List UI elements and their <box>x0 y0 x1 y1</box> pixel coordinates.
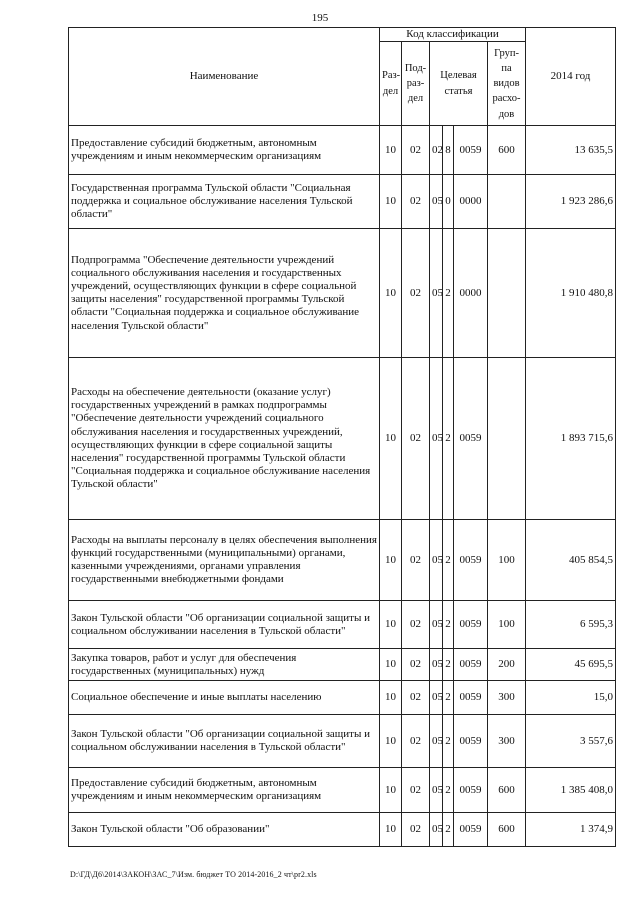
header-code-group: Код классификации <box>380 28 526 42</box>
header-name: Наименование <box>69 28 380 126</box>
row-target-1: 05 <box>430 715 443 768</box>
row-name: Закон Тульской области "Об организации социальной защиты и социальном обслуживании населения в Тульской области" <box>69 601 380 649</box>
row-target-1: 02 <box>430 126 443 175</box>
table-row <box>69 768 616 813</box>
table-row <box>69 175 616 229</box>
row-name: Подпрограмма "Обеспечение деятельности учреждений социального обслуживания населения и государственных учреждений, осуществляющих функции в сфере социальной защиты населения" государственной программы Тульской области "Социальная поддержка и социальное обслуживание населения Тульской области" <box>69 229 380 358</box>
row-target-1: 05 <box>430 358 443 520</box>
row-target-2: 2 <box>443 601 454 649</box>
table-row <box>69 649 616 681</box>
row-target-1: 05 <box>430 601 443 649</box>
row-podrazdel: 02 <box>402 520 430 601</box>
row-amount: 13 635,5 <box>526 126 616 175</box>
row-podrazdel: 02 <box>402 358 430 520</box>
row-razdel: 10 <box>380 649 402 681</box>
row-vid: 600 <box>488 768 526 813</box>
table-row <box>69 520 616 601</box>
row-amount: 1 374,9 <box>526 813 616 847</box>
row-target-3: 0059 <box>454 768 488 813</box>
row-target-1: 05 <box>430 175 443 229</box>
row-target-1: 05 <box>430 649 443 681</box>
row-target-1: 05 <box>430 768 443 813</box>
row-razdel: 10 <box>380 715 402 768</box>
row-amount: 6 595,3 <box>526 601 616 649</box>
row-target-1: 05 <box>430 229 443 358</box>
row-target-2: 2 <box>443 649 454 681</box>
row-vid: 100 <box>488 601 526 649</box>
row-target-3: 0000 <box>454 175 488 229</box>
table-header <box>69 28 616 126</box>
row-target-3: 0059 <box>454 601 488 649</box>
table-row <box>69 126 616 175</box>
row-name: Закон Тульской области "Об образовании" <box>69 813 380 847</box>
header-target: Целевая статья <box>430 42 488 126</box>
row-name: Предоставление субсидий бюджетным, автономным учреждениям и иным некоммерческим организациям <box>69 768 380 813</box>
row-podrazdel: 02 <box>402 813 430 847</box>
row-name: Предоставление субсидий бюджетным, автономным учреждениям и иным некоммерческим организациям <box>69 126 380 175</box>
row-name: Закупка товаров, работ и услуг для обеспечения государственных (муниципальных) нужд <box>69 649 380 681</box>
row-target-1: 05 <box>430 681 443 715</box>
row-target-2: 2 <box>443 715 454 768</box>
row-vid: 300 <box>488 681 526 715</box>
row-podrazdel: 02 <box>402 768 430 813</box>
row-target-3: 0059 <box>454 649 488 681</box>
row-vid: 600 <box>488 813 526 847</box>
header-vid: Груп-па видов расхо-дов <box>488 42 526 126</box>
row-vid <box>488 229 526 358</box>
table-row <box>69 681 616 715</box>
header-razdel: Раз-дел <box>380 42 402 126</box>
row-target-3: 0059 <box>454 813 488 847</box>
row-target-3: 0059 <box>454 126 488 175</box>
row-name: Социальное обеспечение и иные выплаты населению <box>69 681 380 715</box>
row-podrazdel: 02 <box>402 126 430 175</box>
row-razdel: 10 <box>380 681 402 715</box>
row-name: Государственная программа Тульской области "Социальная поддержка и социальное обслуживание населения Тульской области" <box>69 175 380 229</box>
table-row <box>69 715 616 768</box>
row-amount: 45 695,5 <box>526 649 616 681</box>
row-target-2: 2 <box>443 681 454 715</box>
header-year: 2014 год <box>526 28 616 126</box>
row-vid: 600 <box>488 126 526 175</box>
row-amount: 1 923 286,6 <box>526 175 616 229</box>
row-target-1: 05 <box>430 520 443 601</box>
row-amount: 1 910 480,8 <box>526 229 616 358</box>
row-amount: 405 854,5 <box>526 520 616 601</box>
row-vid: 200 <box>488 649 526 681</box>
row-razdel: 10 <box>380 126 402 175</box>
row-name: Расходы на обеспечение деятельности (оказание услуг) государственных учреждений в рамках подпрограммы "Обеспечение деятельности учреждений социального обслуживания населения и государственных учреждений, осуществляющих функции в сфере социальной защиты населения" государственной программы Тульской области "Социальная поддержка и социальное обслуживание населения Тульской области" <box>69 358 380 520</box>
row-target-2: 8 <box>443 126 454 175</box>
row-razdel: 10 <box>380 358 402 520</box>
row-podrazdel: 02 <box>402 681 430 715</box>
row-target-1: 05 <box>430 813 443 847</box>
table-row <box>69 813 616 847</box>
row-target-3: 0059 <box>454 520 488 601</box>
row-razdel: 10 <box>380 813 402 847</box>
row-razdel: 10 <box>380 768 402 813</box>
row-target-3: 0059 <box>454 681 488 715</box>
row-amount: 3 557,6 <box>526 715 616 768</box>
row-razdel: 10 <box>380 175 402 229</box>
row-name: Расходы на выплаты персоналу в целях обеспечения выполнения функций государственными (муниципальными) органами, казенными учреждениями, органами управления государственными внебюджетными фондами <box>69 520 380 601</box>
row-target-2: 2 <box>443 813 454 847</box>
row-target-2: 2 <box>443 768 454 813</box>
page-number: 195 <box>311 12 329 24</box>
row-amount: 1 893 715,6 <box>526 358 616 520</box>
row-amount: 1 385 408,0 <box>526 768 616 813</box>
row-podrazdel: 02 <box>402 649 430 681</box>
row-podrazdel: 02 <box>402 229 430 358</box>
budget-table <box>68 27 616 847</box>
row-target-3: 0059 <box>454 715 488 768</box>
table-row <box>69 601 616 649</box>
row-podrazdel: 02 <box>402 715 430 768</box>
row-name: Закон Тульской области "Об организации социальной защиты и социальном обслуживании населения в Тульской области" <box>69 715 380 768</box>
header-podrazdel: Под-раз-дел <box>402 42 430 126</box>
row-target-2: 0 <box>443 175 454 229</box>
table-row <box>69 358 616 520</box>
row-vid: 100 <box>488 520 526 601</box>
file-path-footer: D:\ГД\Д6\2014\ЗАКОН\ЗАС_7\Изм. бюджет ТО 2014-2016_2 чт\pr2.xls <box>70 870 317 879</box>
table-row <box>69 229 616 358</box>
row-razdel: 10 <box>380 520 402 601</box>
row-podrazdel: 02 <box>402 601 430 649</box>
row-podrazdel: 02 <box>402 175 430 229</box>
row-razdel: 10 <box>380 601 402 649</box>
row-vid <box>488 358 526 520</box>
row-razdel: 10 <box>380 229 402 358</box>
row-target-2: 2 <box>443 358 454 520</box>
row-target-3: 0059 <box>454 358 488 520</box>
row-target-3: 0000 <box>454 229 488 358</box>
row-vid: 300 <box>488 715 526 768</box>
row-target-2: 2 <box>443 229 454 358</box>
row-target-2: 2 <box>443 520 454 601</box>
row-vid <box>488 175 526 229</box>
row-amount: 15,0 <box>526 681 616 715</box>
